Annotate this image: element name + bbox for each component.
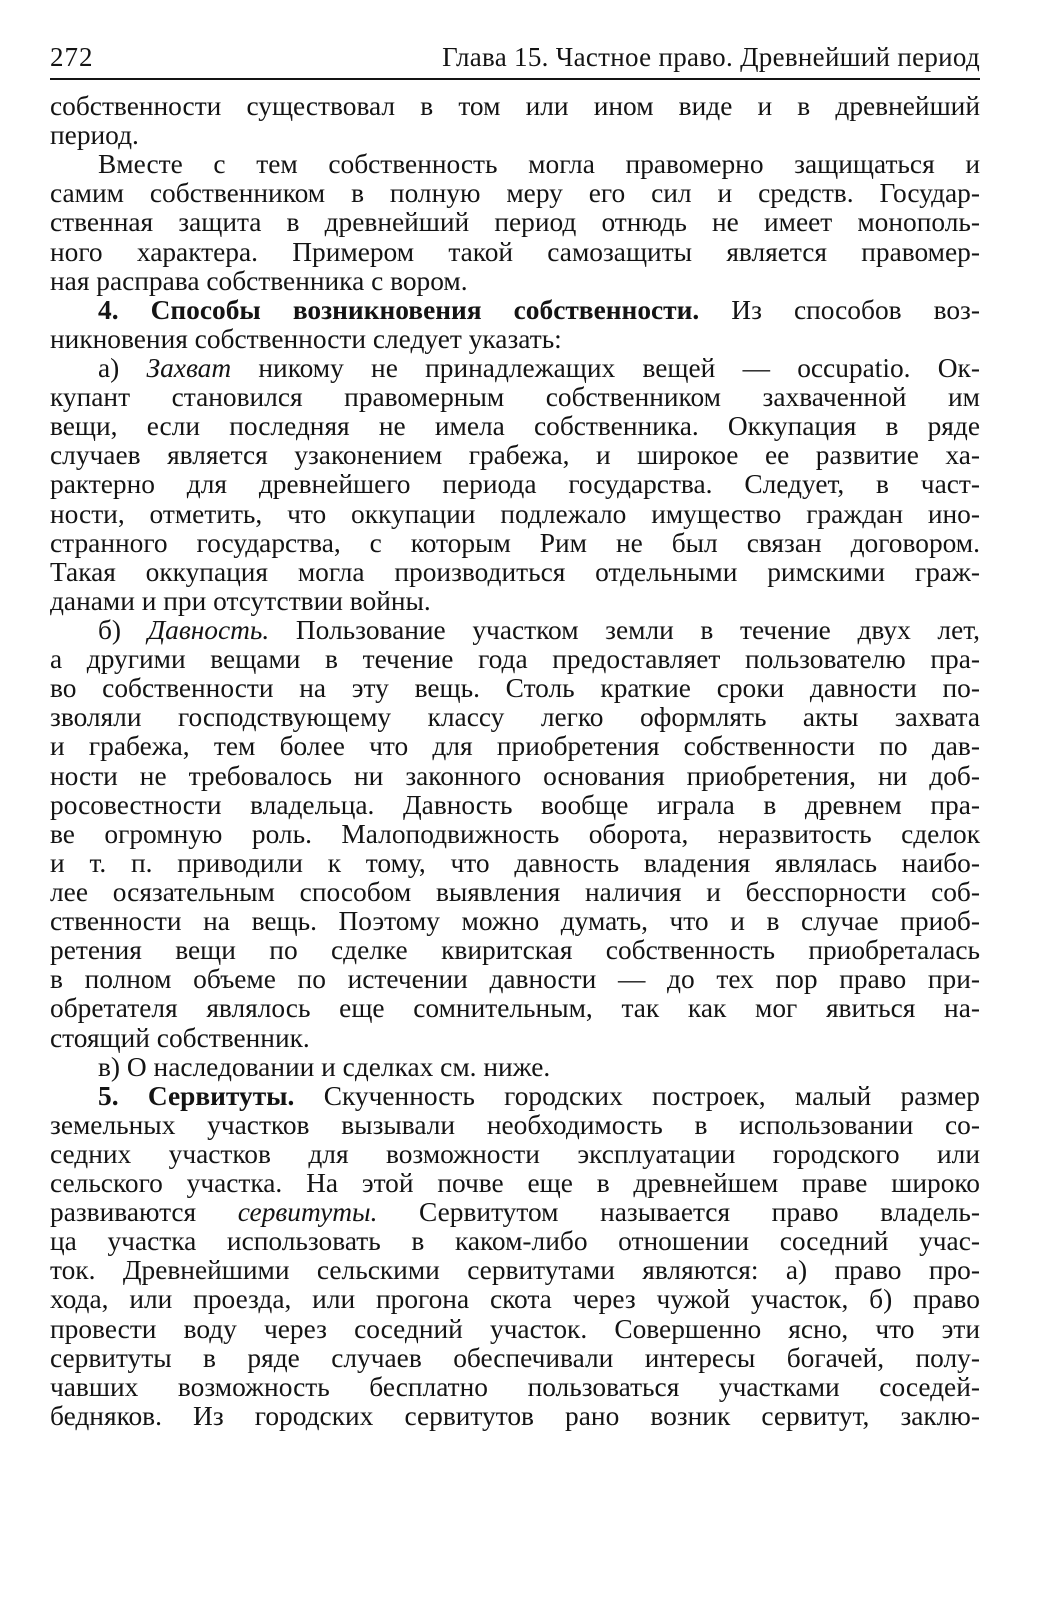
text-run: данами и при отсутствии войны.: [50, 585, 431, 616]
text-line: [50, 558, 980, 587]
text-line: [50, 121, 980, 150]
text-run: ве огромную роль. Малоподвижность оборота, неразвитость сделок: [50, 818, 980, 849]
text-run: рактерно для древнейшего периода государства. Следует, в част-: [50, 469, 980, 500]
text-line: [50, 208, 980, 237]
running-header: [50, 40, 980, 80]
page-number: 272: [50, 42, 94, 72]
text-run: ная расправа собственника с вором.: [50, 265, 468, 296]
text-run: никому не принадлежащих вещей — occupatio. Ок-: [231, 352, 980, 383]
text-run: ного характера. Примером такой самозащиты является правомер-: [50, 236, 980, 267]
text-run: Сервитутом называется право владель-: [377, 1197, 980, 1228]
text-run: во собственности на эту вещь. Столь краткие сроки давности по-: [50, 673, 980, 704]
text-line: [50, 1344, 980, 1373]
text-run: сельского участка. На этой почве еще в древнейшем праве широко: [50, 1168, 980, 1199]
text-run: Такая оккупация могла производиться отдельными римскими граж-: [50, 556, 980, 587]
text-line: [50, 936, 980, 965]
text-run: Из способов воз-: [699, 294, 980, 325]
text-line: [50, 1140, 980, 1169]
text-line: [50, 907, 980, 936]
section-heading: 5. Сервитуты.: [98, 1080, 295, 1111]
text-line: [50, 412, 980, 441]
text-run: никновения собственности следует указать:: [50, 323, 562, 354]
text-run: чавших возможность бесплатно пользоваться участками соседей-: [50, 1371, 980, 1402]
text-line: [50, 645, 980, 674]
text-line: [50, 1402, 980, 1431]
running-title: Глава 15. Частное право. Древнейший период: [442, 42, 980, 72]
text-line: [50, 732, 980, 761]
text-line: [50, 820, 980, 849]
text-line: [50, 1315, 980, 1344]
text-run: а другими вещами в течение года предоставляет пользователю пра-: [50, 644, 980, 675]
text-run: купант становился правомерным собственником захваченной им: [50, 382, 980, 413]
text-run: земельных участков вызывали необходимость в использовании со-: [50, 1109, 980, 1140]
text-line: [50, 791, 980, 820]
text-run: провести воду через соседний участок. Совершенно ясно, что эти: [50, 1313, 980, 1344]
text-line: [50, 1256, 980, 1285]
emphasized-term: Давность.: [147, 614, 270, 645]
text-line: [50, 441, 980, 470]
text-line: [50, 92, 980, 121]
text-run: Пользование участком земли в течение двух лет,: [269, 614, 981, 645]
text-line: [50, 1198, 980, 1227]
text-line: [50, 1024, 980, 1053]
text-line: [50, 325, 980, 354]
text-run: а): [98, 352, 147, 383]
text-run: хода, или проезда, или прогона скота через чужой участок, б) право: [50, 1284, 980, 1315]
text-run: росовестности владельца. Давность вообще играла в древнем пра-: [50, 789, 980, 820]
text-run: в) О наследовании и сделках см. ниже.: [98, 1051, 551, 1082]
text-run: развиваются: [50, 1197, 238, 1228]
text-run: самим собственником в полную меру его сил и средств. Государ-: [50, 178, 980, 209]
text-run: ственности на вещь. Поэтому можно думать, что и в случае приоб-: [50, 906, 980, 937]
text-line: [50, 238, 980, 267]
text-run: период.: [50, 120, 139, 151]
text-line: [50, 1111, 980, 1140]
text-line: [50, 587, 980, 616]
text-run: Скученность городских построек, малый размер: [294, 1080, 980, 1111]
text-line: [50, 529, 980, 558]
text-line: [50, 674, 980, 703]
text-line: [50, 849, 980, 878]
text-line: [50, 354, 980, 383]
text-run: зволяли господствующему классу легко оформлять акты захвата: [50, 702, 980, 733]
text-run: стоящий собственник.: [50, 1022, 310, 1053]
text-line: [50, 878, 980, 907]
text-line: [50, 267, 980, 296]
text-line: [50, 383, 980, 412]
text-run: ности не требовалось ни законного основания приобретения, ни доб-: [50, 760, 980, 791]
text-line: [50, 1053, 980, 1082]
text-line: [50, 150, 980, 179]
text-run: странного государства, с которым Рим не был связан договором.: [50, 527, 980, 558]
text-run: седних участков для возможности эксплуатации городского или: [50, 1138, 980, 1169]
text-line: [50, 994, 980, 1023]
text-line: [50, 296, 980, 325]
text-run: ретения вещи по сделке квиритская собственность приобреталась: [50, 935, 980, 966]
text-run: и грабежа, тем более что для приобретения собственности по дав-: [50, 731, 980, 762]
text-run: сервитуты в ряде случаев обеспечивали интересы богачей, полу-: [50, 1342, 980, 1373]
text-line: [50, 762, 980, 791]
text-line: [50, 1082, 980, 1111]
text-run: обретателя являлось еще сомнительным, так как мог явиться на-: [50, 993, 980, 1024]
book-page: [50, 40, 980, 1431]
text-line: [50, 470, 980, 499]
text-run: лее осязательным способом выявления наличия и бесспорности соб-: [50, 876, 980, 907]
section-heading: 4. Способы возникновения собственности.: [98, 294, 700, 325]
text-run: б): [98, 614, 148, 645]
body-text: [50, 92, 980, 1431]
text-run: ца участка использовать в каком-либо отношении соседний учас-: [50, 1226, 980, 1257]
text-run: ности, отметить, что оккупации подлежало имущество граждан ино-: [50, 498, 980, 529]
text-line: [50, 1285, 980, 1314]
emphasized-term: сервитуты.: [237, 1197, 378, 1228]
text-line: [50, 1169, 980, 1198]
emphasized-term: Захват: [146, 352, 232, 383]
text-run: и т. п. приводили к тому, что давность владения являлась наибо-: [50, 847, 980, 878]
text-run: бедняков. Из городских сервитутов рано возник сервитут, заклю-: [50, 1400, 980, 1431]
text-line: [50, 179, 980, 208]
text-line: [50, 1373, 980, 1402]
text-line: [50, 500, 980, 529]
text-line: [50, 965, 980, 994]
text-line: [50, 703, 980, 732]
text-run: ственная защита в древнейший период отнюдь не имеет монополь-: [50, 207, 980, 238]
text-run: вещи, если последняя не имела собственника. Оккупация в ряде: [50, 411, 980, 442]
text-line: [50, 1227, 980, 1256]
text-run: в полном объеме по истечении давности — до тех пор право при-: [50, 964, 980, 995]
text-run: собственности существовал в том или ином виде и в древнейший: [50, 91, 980, 121]
text-run: ток. Древнейшими сельскими сервитутами являются: а) право про-: [50, 1255, 980, 1286]
text-run: случаев является узаконением грабежа, и широкое ее развитие ха-: [50, 440, 980, 471]
text-run: Вместе с тем собственность могла правомерно защищаться и: [98, 149, 980, 180]
text-line: [50, 616, 980, 645]
